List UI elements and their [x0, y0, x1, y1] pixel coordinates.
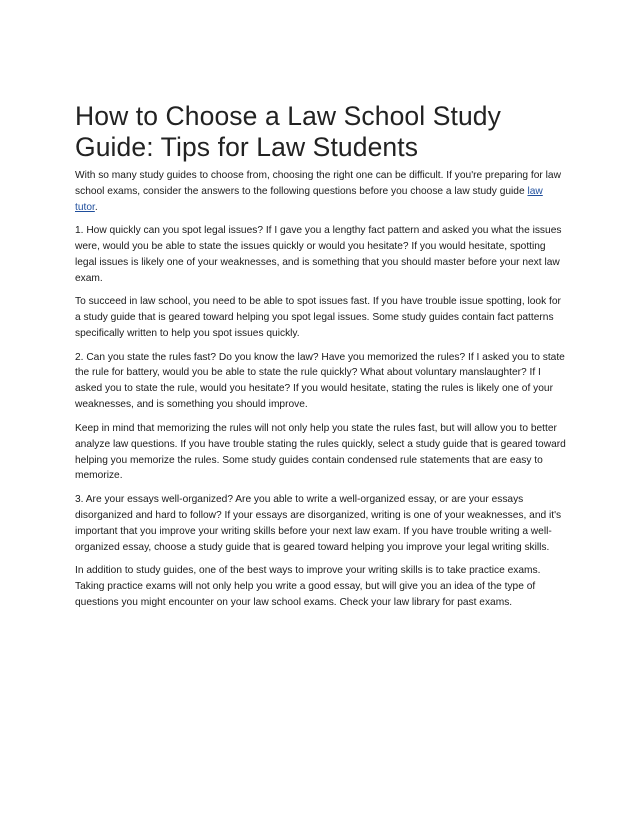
intro-paragraph	[75, 168, 567, 216]
paragraph-practice-exams: In addition to study guides, one of the best ways to improve your writing skills is to take practice exams. Taking practice exams will not only help you write a good essay, but will give you an idea of the type of questions you might encounter on your law school exams. Check your law library for past exams.	[75, 564, 541, 608]
paragraph-rules-question: 2. Can you state the rules fast? Do you know the law? Have you memorized the rules? If I asked you to state the rule for battery, would you be able to state the rule quickly? What about voluntary manslaughter? If I asked you to state the rule, would you hesitate? If you would hesitate, stating the rules is likely one of your weaknesses, and is something you should improve.	[75, 351, 565, 411]
law-tutor-link[interactable]: law tutor	[75, 185, 543, 213]
paragraph-issue-spotting-question: 1. How quickly can you spot legal issues? If I gave you a lengthy fact pattern and asked you what the issues were, would you be able to state the issues quickly or would you hesitate? If you would hesitate, spotting legal issues is likely one of your weaknesses, and is something that you should master before your next law exam.	[75, 225, 562, 284]
paragraph-rules-advice: Keep in mind that memorizing the rules will not only help you state the rules fast, but will allow you to better analyze law questions. If you have trouble stating the rules quickly, select a study guide that is geared toward helping you memorize the rules. Some study guides contain condensed rule statements that are easy to memorize.	[75, 422, 566, 482]
document-page	[75, 101, 567, 618]
intro-text: With so many study guides to choose from, choosing the right one can be difficult. If you're preparing for law school exams, consider the answers to the following questions before you choose a law study guide	[75, 170, 561, 197]
intro-text-end: .	[94, 201, 98, 213]
document-title: How to Choose a Law School Study Guide: Tips for Law Students	[75, 101, 501, 162]
paragraph-issue-spotting-advice: To succeed in law school, you need to be able to spot issues fast. If you have trouble issue spotting, look for a study guide that is geared toward helping you spot legal issues. Some study guides contain fact patterns specifically written to help you spot issues quickly.	[75, 296, 561, 340]
paragraph-essays-question: 3. Are your essays well-organized? Are you able to write a well-organized essay, or are your essays disorganized and hard to follow? If your essays are disorganized, writing is one of your weaknesses, and it's important that you improve your writing skills before your next law exam. If you have trouble writing a well-organized essay, choose a study guide that is geared toward helping you improve your legal writing skills.	[75, 493, 562, 553]
